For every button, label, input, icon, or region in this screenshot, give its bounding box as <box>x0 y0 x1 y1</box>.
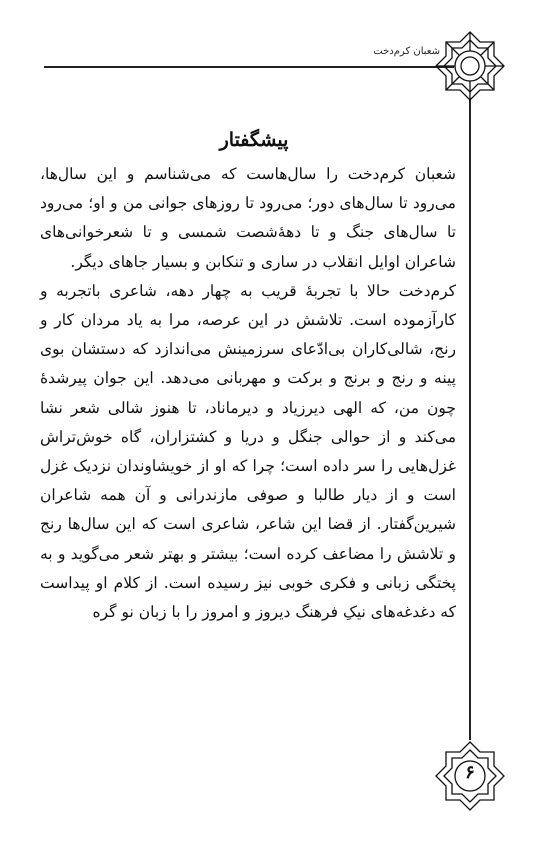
paragraph: شعبان کرم‌دخت را سال‌هاست که می‌شناسم و این سال‌ها، می‌رود تا سال‌های دور؛ می‌رود تا روزهای جوانی من و او؛ می‌رود تا سال‌های جنگ و تا دههٔ‌شصت شمسی و تا شعرخوانی‌های شاعران اوایل انقلاب در ساری و تنکابن و بسیار جاهای دیگر. <box>40 165 456 271</box>
header-rule <box>44 66 454 68</box>
side-rule <box>469 100 471 740</box>
ornament-top-icon <box>432 28 508 104</box>
paragraph: کرم‌دخت حالا با تجربهٔ قریب به چهار دهه، شاعری باتجربه و کارآزموده است. تلاشش در این عرصه، مرا به یاد مردان کار و رنج، شالی‌کاران بی‌ادّعای سرزمینش می‌اندازد که دستشان بوی پینه و رنج و برنج و برکت و مهربانی می‌دهد. این جوان پیرشدهٔ چون من، که الهی دیرزیاد و دیرماناد، تا هنوز شالی شعر نشا می‌کند و از حوالی جنگل و دریا و کشتزاران، گاه خوش‌تراش غزل‌هایی را سر داده است؛ چرا که او از خویشاوندان نزدیک غزل است و از دیار طالبا و صوفی مازندرانی و آن همه شاعران شیرین‌گفتار. از قضا این شاعر، شاعری است که این سال‌ها رنج و تلاشش را مضاعف کرده است؛ بیشتر و بهتر شعر می‌گوید و به پختگی زبانی و فکری خوبی نیز رسیده است. از کلام او پیداست که دغدغه‌های نیکِ فرهنگ دیروز و امروز را با زبان نو گره <box>40 281 456 622</box>
running-head: شعبان کرم‌دخت <box>373 46 440 57</box>
page-title: پیشگفتار <box>219 128 289 151</box>
body-text <box>40 160 456 627</box>
page-number: ۶ <box>465 762 475 783</box>
